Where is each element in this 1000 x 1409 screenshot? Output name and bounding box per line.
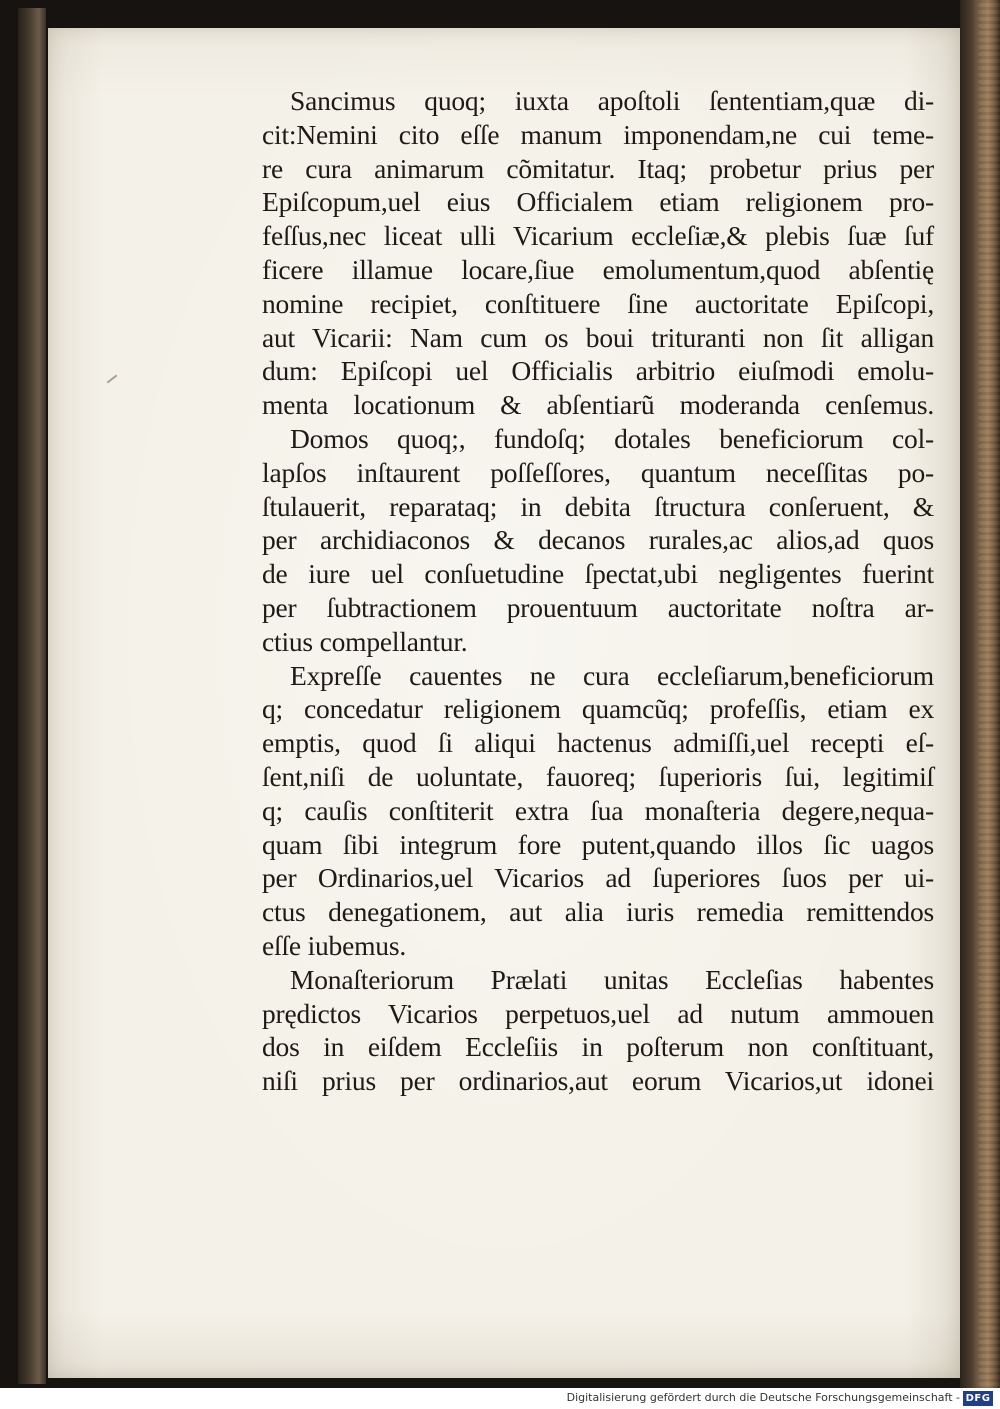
text-line: per archidiaconos & decanos rurales,ac alios,ad quos [262, 524, 934, 556]
text-line: q; concedatur religionem quamcũq; profeſſis, etiam ex [262, 693, 934, 725]
text-line: lapſos inſtaurent poſſeſſores, quantum neceſſitas po- [262, 456, 934, 488]
text-line: ctius compellantur. [262, 625, 468, 657]
text-line: dos in eiſdem Eccleſiis in poſterum non conſtituant, [262, 1031, 934, 1063]
text-line: re cura animarum cõmitatur. Itaq; probetur prius per [262, 152, 934, 184]
funding-credit: Digitalisierung gefördert durch die Deutsche Forschungsgemeinschaft - [566, 1391, 960, 1404]
text-line: Epiſcopum,uel eius Officialem etiam religionem pro- [262, 186, 934, 218]
text-line: ctus denegationem, aut alia iuris remedia remittendos [262, 896, 934, 928]
text-line: menta locationum & abſentiarũ moderanda cenſemus. [262, 389, 934, 421]
text-line: aut Vicarii: Nam cum os boui trituranti non ſit alligan [262, 321, 934, 353]
text-line: q; cauſis conſtiterit extra ſua monaſteria degere,nequa- [262, 794, 934, 826]
text-line: per ſubtractionem prouentuum auctoritate noſtra ar- [262, 591, 934, 623]
text-line: nomine recipiet, conſtituere ſine auctoritate Epiſcopi, [262, 287, 934, 319]
text-line: Sancimus quoq; iuxta apoſtoli ſententiam,quæ di- [290, 85, 934, 116]
text-line: de iure uel conſuetudine ſpectat,ubi negligentes fuerint [262, 558, 934, 590]
text-line: Domos quoq;, fundoſq; dotales beneficiorum col- [290, 422, 934, 454]
text-line: ſent,niſi de uoluntate, fauoreq; ſuperioris ſui, legitimiſ [262, 760, 934, 792]
text-line: emptis, quod ſi aliqui hactenus admiſſi,uel recepti eſ- [262, 727, 934, 759]
text-line: ficere illamue locare,ſiue emolumentum,quod abſentię [262, 253, 934, 285]
text-line: niſi prius per ordinarios,aut eorum Vicarios,ut idonei [262, 1065, 934, 1097]
text-line: quam ſibi integrum fore putent,quando illos ſic uagos [262, 828, 934, 860]
margin-mark [107, 375, 118, 384]
page-stack-edge [960, 0, 1000, 1388]
text-line: per Ordinarios,uel Vicarios ad ſuperiores ſuos per ui- [262, 862, 934, 894]
printed-text-block [262, 84, 934, 1098]
text-line: Expreſſe cauentes ne cura eccleſiarum,beneficiorum [290, 659, 934, 691]
text-line: Monaſteriorum Prælati unitas Eccleſias habentes [290, 963, 934, 995]
text-line: cit:Nemini cito eſſe manum imponendam,ne cui teme- [262, 118, 934, 150]
digitization-footer [0, 1388, 1000, 1409]
text-line: feſſus,nec liceat ulli Vicarium eccleſiæ,& plebis ſuæ ſuf [262, 220, 934, 252]
text-line: ſtulauerit, reparataq; in debita ſtructura conſeruent, & [262, 490, 934, 522]
dfg-logo[interactable]: DFG [963, 1391, 993, 1406]
text-line: dum: Epiſcopi uel Officialis arbitrio eiuſmodi emolu- [262, 355, 934, 387]
text-line: prędictos Vicarios perpetuos,uel ad nutum ammouen [262, 997, 934, 1029]
binding-edge [18, 8, 46, 1384]
text-line: eſſe iubemus. [262, 929, 407, 961]
